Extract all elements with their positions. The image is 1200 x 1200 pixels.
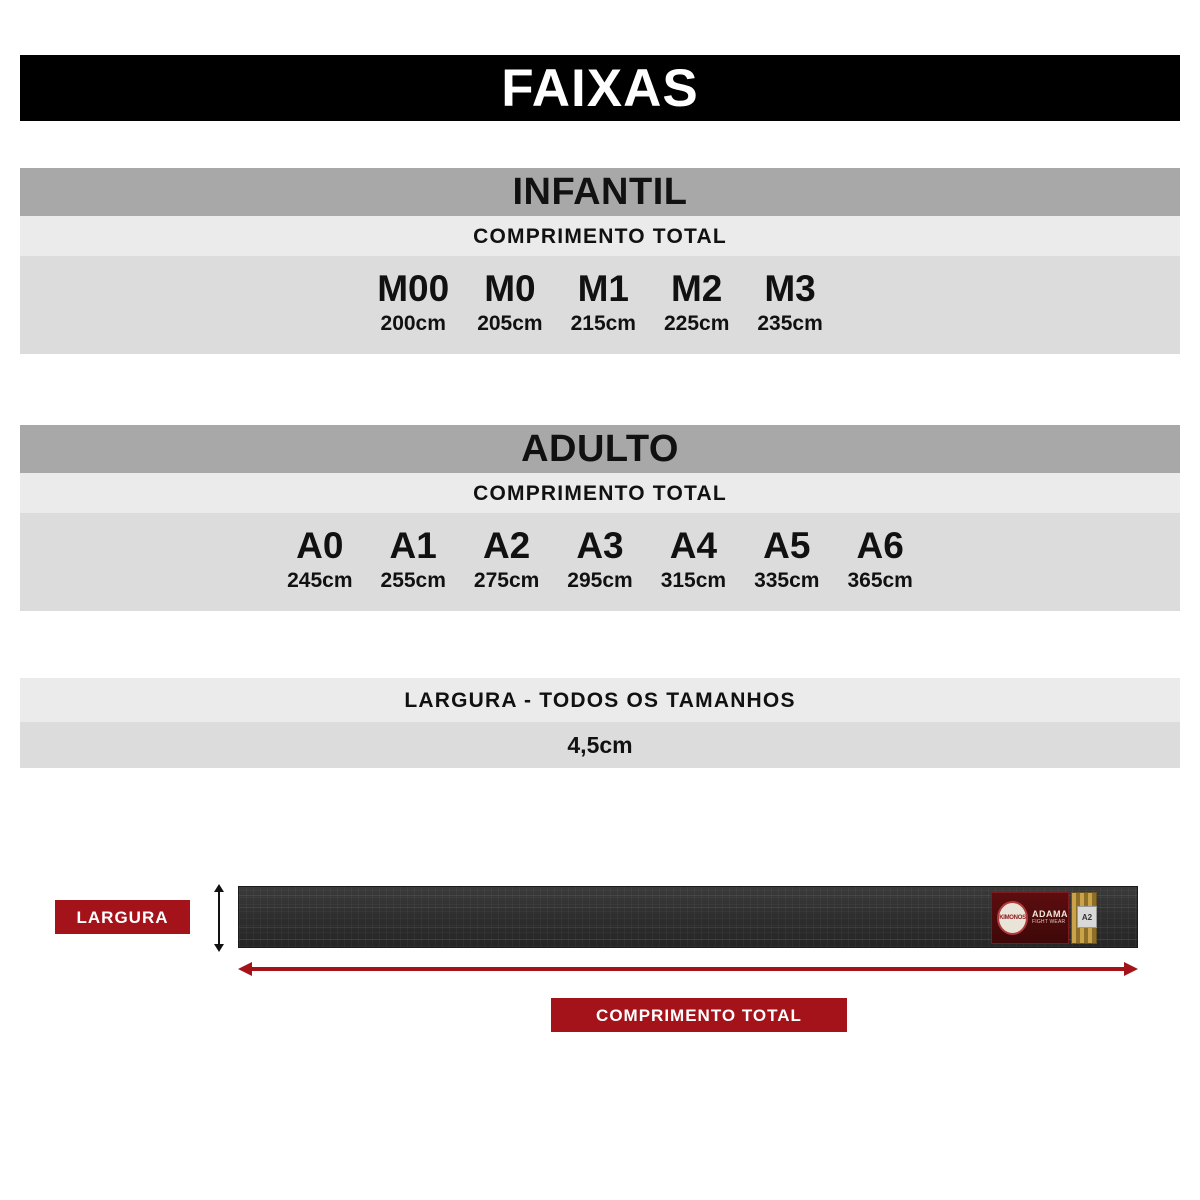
width-block-title: LARGURA - TODOS OS TAMANHOS: [404, 688, 796, 712]
size-label: A0: [296, 525, 344, 566]
brand-name-group: [1032, 910, 1068, 925]
size-item: [367, 527, 460, 593]
size-item: [273, 527, 366, 593]
width-arrow-icon: [210, 884, 228, 952]
size-label: A6: [856, 525, 904, 566]
size-item: [463, 270, 556, 336]
section-adulto-title: ADULTO: [521, 428, 679, 470]
section-infantil-sizes: [20, 256, 1180, 354]
width-block-header: [20, 678, 1180, 722]
largura-callout: [55, 900, 190, 934]
size-label: M1: [577, 268, 629, 309]
size-value: 205cm: [477, 311, 543, 335]
section-infantil-subtitle: COMPRIMENTO TOTAL: [473, 224, 727, 248]
size-item: [557, 270, 650, 336]
section-infantil: [20, 168, 1180, 354]
width-value: 4,5cm: [567, 731, 633, 758]
largura-callout-text: LARGURA: [76, 907, 169, 927]
size-value: 335cm: [754, 568, 820, 592]
size-label: A4: [669, 525, 718, 566]
brand-seal-text: KIMONOS: [999, 915, 1026, 921]
comprimento-callout: [551, 998, 847, 1032]
size-item: [740, 527, 833, 593]
section-adulto-sizes: [20, 513, 1180, 611]
brand-subtitle: FIGHT WEAR: [1032, 919, 1066, 926]
width-block-body: [20, 722, 1180, 768]
brand-seal-icon: [997, 901, 1028, 935]
size-value: 225cm: [663, 311, 730, 335]
size-label: A2: [482, 525, 531, 566]
patch-main: [991, 892, 1069, 944]
comprimento-callout-text: COMPRIMENTO TOTAL: [596, 1005, 802, 1025]
size-label: A1: [389, 525, 437, 566]
belt-graphic: [238, 886, 1138, 948]
belt-diagram: [0, 860, 1200, 1060]
belt-size-tag: A2: [1077, 906, 1097, 928]
belt-brand-patch: [991, 892, 1101, 944]
brand-name: ADAMA: [1032, 909, 1068, 920]
size-label: M00: [377, 268, 450, 309]
size-value: 295cm: [567, 568, 633, 592]
size-value: 365cm: [847, 568, 913, 592]
size-label: A5: [763, 525, 811, 566]
section-adulto-subheader: [20, 473, 1180, 513]
length-arrow-icon: [238, 960, 1138, 978]
size-item: [363, 270, 463, 336]
size-value: 275cm: [473, 568, 540, 592]
page-title: FAIXAS: [501, 58, 699, 118]
size-item: [833, 527, 926, 593]
section-adulto-header: [20, 425, 1180, 473]
section-infantil-header: [20, 168, 1180, 216]
size-item: [743, 270, 836, 336]
size-item: [553, 527, 646, 593]
size-value: 215cm: [570, 311, 636, 335]
section-adulto: [20, 425, 1180, 611]
size-label: M3: [764, 268, 816, 309]
size-label: M0: [484, 268, 536, 309]
size-value: 255cm: [380, 568, 446, 592]
size-value: 235cm: [757, 311, 823, 335]
size-label: M2: [670, 268, 723, 309]
section-infantil-subheader: [20, 216, 1180, 256]
size-label: A3: [576, 525, 624, 566]
size-value: 315cm: [660, 568, 727, 592]
width-block: [20, 678, 1180, 768]
size-item: [650, 270, 743, 336]
size-item: [460, 527, 553, 593]
section-adulto-subtitle: COMPRIMENTO TOTAL: [473, 481, 727, 505]
size-value: 245cm: [287, 568, 353, 592]
size-value: 200cm: [380, 311, 446, 335]
size-item: [647, 527, 740, 593]
page-title-bar: [20, 55, 1180, 121]
section-infantil-title: INFANTIL: [512, 171, 688, 213]
